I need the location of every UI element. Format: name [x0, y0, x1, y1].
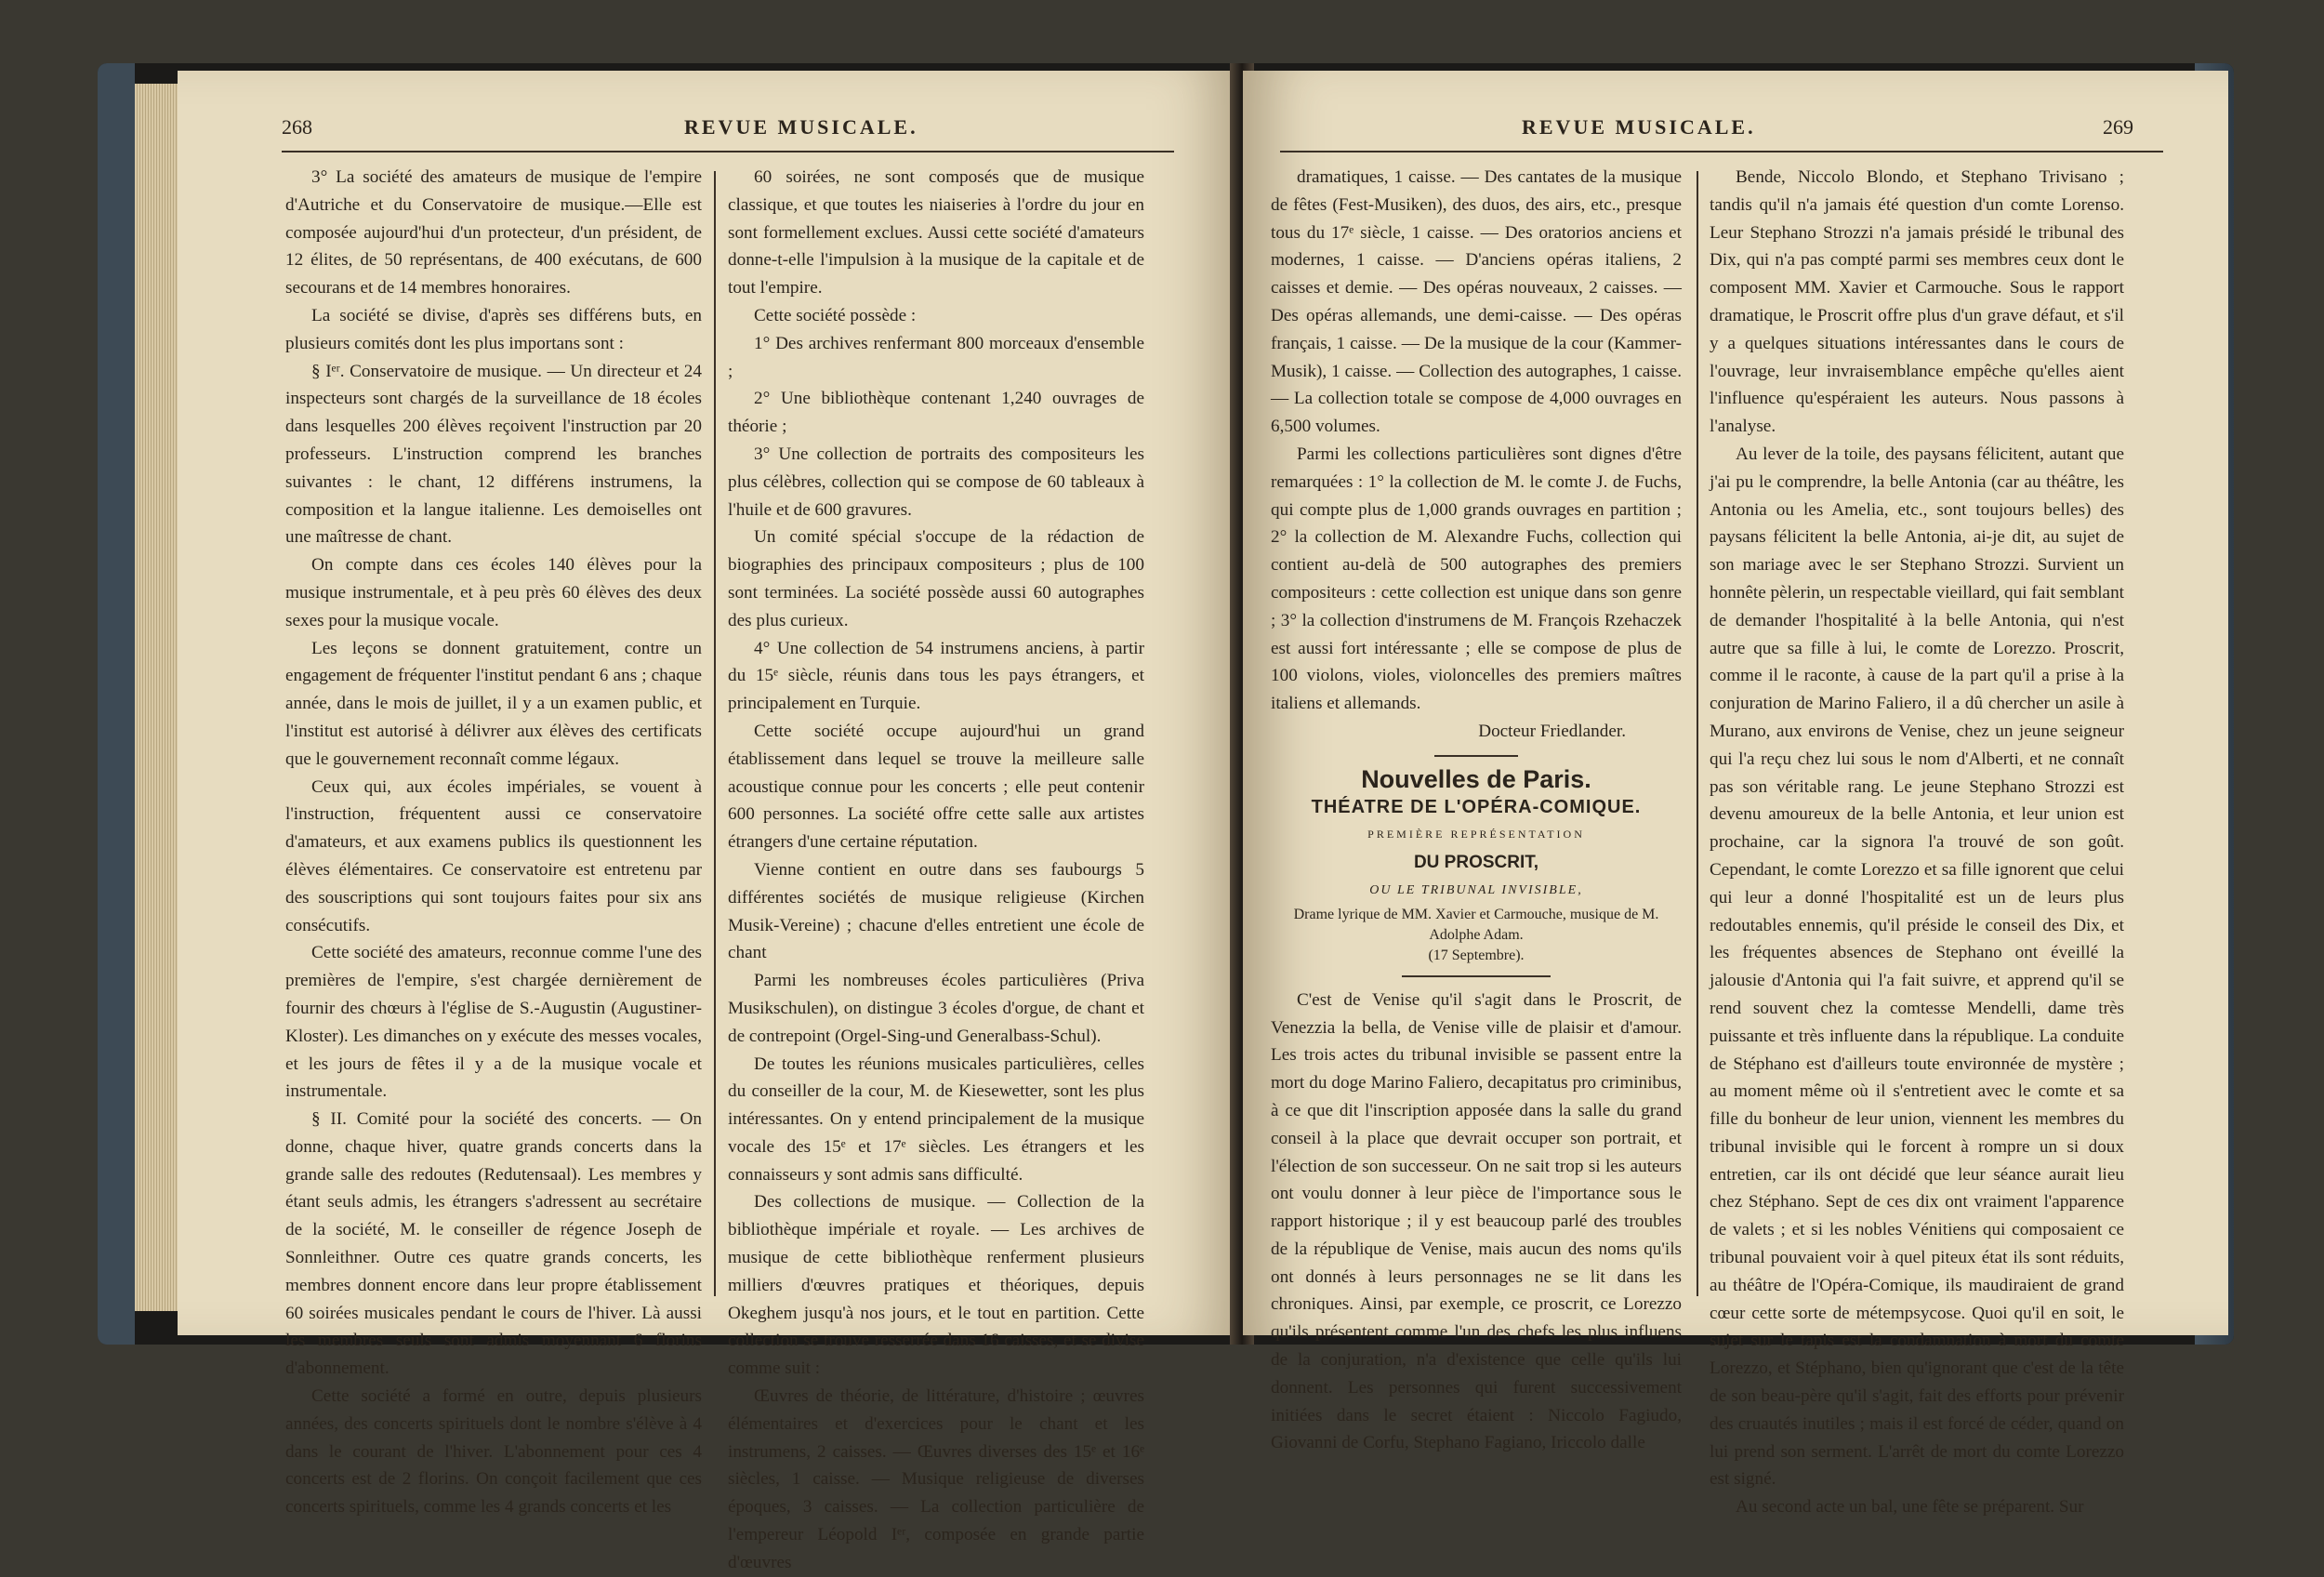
- paragraph: On compte dans ces écoles 140 élèves pour la musique instrumentale, et à peu près 60 élèves des deux sexes pour la musique vocale.: [285, 555, 702, 630]
- header-rule: [282, 151, 1174, 152]
- page-number: 268: [282, 115, 312, 139]
- text-column-2: [728, 164, 1144, 1577]
- paragraph: Cette société des amateurs, reconnue comme l'une des premières de l'empire, s'est chargée dernièrement de fournir des chœurs à l'église de S.-Augustin (Augustiner-Kloster). Les dimanches on y exécute des messes vocales, et les jours de fêtes il y a de la musique vocale et instrumentale.: [285, 943, 702, 1102]
- paragraph: 4° Une collection de 54 instrumens anciens, à partir du 15ᵉ siècle, réunis dans tous les pays étrangers, et principalement en Turquie.: [728, 638, 1144, 714]
- paragraph: Des collections de musique. — Collection de la bibliothèque impériale et royale. — Les archives de musique de cette bibliothèque renferment plusieurs milliers d'œuvres pratiques et théoriques, depuis Okeghem jusqu'à nos jours, et le tout en partition. Cette collection se trouve resserrée dans 16 caisses, et se divise comme suit :: [728, 1192, 1144, 1379]
- section-divider: [1434, 755, 1518, 757]
- paragraph: 3° Une collection de portraits des compositeurs les plus célèbres, collection qui se compose de 60 tableaux à l'huile et de 600 gravures.: [728, 444, 1144, 520]
- paragraph: 3° La société des amateurs de musique de l'empire d'Autriche et du Conservatoire de musique.—Elle est composée aujourd'hui d'un protecteur, d'un président, de 12 élites, de 50 représentans, de 400 exécutans, de 600 secourans et de 14 membres honoraires.: [285, 167, 702, 298]
- paragraph: Au second acte un bal, une fête se préparent. Sur: [1736, 1497, 2084, 1517]
- running-header: REVUE MUSICALE.: [684, 115, 918, 139]
- paragraph: Les leçons se donnent gratuitement, contre un engagement de fréquenter l'institut pendant 6 ans ; chaque année, dans le mois de juillet, il y a un examen public, et l'institut est autorisé à délivrer aux élèves des certificats que le gouvernement reconnaît comme légaux.: [285, 638, 702, 769]
- left-page: [178, 71, 1241, 1572]
- paragraph: C'est de Venise qu'il s'agit dans le Proscrit, de Venezzia la bella, de Venise ville de plaisir et d'amour. Les trois actes du tribunal invisible se passent entre la mort du doge Marino Faliero, decapitatus pro criminibus, à ce que dit l'inscription apposée dans la salle du grand conseil à la place que devrait occuper son portrait, et l'élection de son successeur. On ne sait trop si les auteurs ont voulu donner à leur pièce de l'importance sous le rapport historique ; il y est beaucoup parlé des troubles de la république de Venise, mais aucun des noms qu'ils ont donnés à leurs personnages ne se lit dans les chroniques. Ainsi, par exemple, ce proscrit, ce Lorezzo qu'ils présentent comme l'un des chefs les plus influens de la conjuration, n'a d'existence que celle qu'ils lui donnent. Les personnes qui furent successivement initiées dans le secret étaient : Niccolo Fagiudo, Giovanni de Corfu, Stephano Fagiano, Iriccolo dalle: [1271, 989, 1682, 1453]
- paragraph: Au lever de la toile, des paysans félicitent, autant que j'ai pu le comprendre, la belle Antonia (car au théâtre, les Antonia ou les Amelia, etc., sont toujours belles) des paysans félicitent la belle Antonia, ai-je dit, au sujet de son mariage avec le ser Stephano Strozzi. Survient un honnête pèlerin, un respectable vieillard, qui fait semblant de demander l'hospitalité à la belle Antonia, qui n'est autre que sa fille à lui, le comte de Lorezzo. Proscrit, comme il le raconte, à cause de la part qu'il a prise à la conjuration de Marino Faliero, il a dû chercher un asile à Murano, aux environs de Venise, chez un jeune seigneur qui l'a reçu chez lui sous le nom d'Alberti, et ne connaît pas son véritable rang. Le jeune Stephano Strozzi est devenu amoureux de la belle Antonia, et leur union est prochaine, car la signora l'a trouvé de son goût. Cependant, le comte Lorezzo et sa fille ignorent que celui qui leur a donné l'hospitalité est un de leurs plus redoutables ennemis, qu'il préside le conseil des Dix, et les fréquentes absences de Stephano ont éveillé la jalousie d'Antonia qui l'a fait suivre, et apprend qu'il se rend souvent chez la comtesse Mendelli, dame très puissante et très influente dans la république. La conduite de Stéphano est d'ailleurs toute environnée de mystère ; au moment même où il s'entretient avec le comte et sa fille du bonheur de leur union, viennent les membres du tribunal invisible qui le forcent à rompre un si doux entretien, car ils ont décidé que leur séance aurait lieu chez Stéphano. Sept de ces dix ont vraiment l'apparence de valets ; et si les nobles Vénitiens qui composaient ce tribunal pouvaient voir à quel piteux état ils sont réduits, au théâtre de l'Opéra-Comique, ils maudiraient de grand cœur cette sorte de métempsycose. Quoi qu'il en soit, le sujet sur le tapis est la condamnation à mort du comte Lorezzo, et Stéphano, bien qu'ignorant que c'est de la tête de son beau-père qu'il s'agit, fait des efforts pour prévenir des cruautés inutiles ; mais il est forcé de céder, quand on lui prend son serment. L'arrêt de mort du comte Lorezzo est signé.: [1710, 444, 2124, 1490]
- paragraph: Cette société occupe aujourd'hui un grand établissement dans lequel se trouve la meilleure salle acoustique connue pour les concerts ; elle peut contenir 600 personnes. La société offre cette salle aux artistes étrangers d'une certaine réputation.: [728, 721, 1144, 853]
- paragraph: Œuvres de théorie, de littérature, d'histoire ; œuvres élémentaires et d'exercices pour le chant et les instrumens, 2 caisses. — Œuvres diverses des 15ᵉ et 16ᵉ siècles, 1 caisse. — Musique religieuse de diverses époques, 3 caisses. — La collection particulière de l'empereur Léopold Iᵉʳ, composée en grande partie d'œuvres: [728, 1386, 1144, 1572]
- premiere-heading: PREMIÈRE REPRÉSENTATION: [1367, 828, 1585, 842]
- right-page: [1243, 71, 2228, 1517]
- book-cover-left: [98, 63, 135, 1345]
- column-rule: [1697, 171, 1698, 1296]
- paragraph: 60 soirées, ne sont composés que de musique classique, et que toutes les niaiseries à l'ordre du jour en sont formellement exclues. Aussi cette société d'amateurs donne-t-elle l'impulsion à la musique de la capitale et de tout l'empire.: [728, 167, 1144, 298]
- paragraph: 1° Des archives renfermant 800 morceaux d'ensemble ;: [728, 333, 1144, 381]
- work-subtitle: OU LE TRIBUNAL INVISIBLE,: [1369, 882, 1583, 897]
- paragraph: Ceux qui, aux écoles impériales, se vouent à l'instruction, fréquentent aussi ce conservatoire d'amateurs, et aux examens publics ils questionnent les élèves élémentaires. Ce conservatoire est entretenu par des souscriptions qui sont toujours faites pour six ans consécutifs.: [285, 776, 702, 935]
- paragraph: Cette société possède :: [754, 305, 917, 325]
- paragraph: Bende, Niccolo Blondo, et Stephano Trivisano ; tandis qu'il n'a jamais été question d'un comte Lorenso. Leur Stephano Strozzi n'a jamais présidé le tribunal des Dix, qui n'a pas compté parmi ses membres ceux dont le composent MM. Xavier et Carmouche. Sous le rapport dramatique, le Proscrit offre plus d'un grave défaut, et s'il y a quelques situations intéressantes dans le cours de l'ouvrage, leur invraisemblance empêche qu'elles aient l'influence qu'espéraient les auteurs. Nous passons à l'analyse.: [1710, 167, 2124, 437]
- paragraph: § II. Comité pour la société des concerts. — On donne, chaque hiver, quatre grands concerts dans la grande salle des redoutes (Redutensaal). Les membres y étant seuls admis, les étrangers s'adressent au secrétaire de la société, M. le conseiller de régence Joseph de Sonnleithner. Outre ces quatre grands concerts, les membres donnent encore dans leur propre établissement 60 soirées musicales pendant le cours de l'hiver. Là aussi les membres seuls sont admis moyennant 6 florins d'abonnement.: [285, 1109, 702, 1379]
- page-edges-left: [135, 84, 178, 1311]
- paragraph: Parmi les nombreuses écoles particulières (Priva Musikschulen), on distingue 3 écoles d'orgue, de chant et de contrepoint (Orgel-Sing-und Generalbass-Schul).: [728, 971, 1144, 1046]
- header-rule: [1280, 151, 2163, 152]
- work-title: DU PROSCRIT,: [1413, 853, 1539, 873]
- paragraph: Cette société a formé en outre, depuis plusieurs années, des concerts spirituels dont le nombre s'élève à 4 dans le courant de l'hiver. L'abonnement pour ces 4 concerts est de 2 florins. On conçoit facilement que ces concerts spirituels, comme les 4 grands concerts et les: [285, 1386, 702, 1517]
- paragraph: La société se divise, d'après ses différens buts, en plusieurs comités dont les plus importans sont :: [285, 305, 702, 353]
- paragraph: dramatiques, 1 caisse. — Des cantates de la musique de fêtes (Fest-Musiken), des duos, des airs, etc., presque tous du 17ᵉ siècle, 1 caisse. — Des oratorios anciens et modernes, 1 caisse. — D'anciens opéras italiens, 2 caisses et demie. — Des opéras nouveaux, 2 caisses. — Des opéras allemands, une demi-caisse. — Des opéras français, 1 caisse. — De la musique de la cour (Kammer-Musik), 1 caisse. — Collection des autographes, 1 caisse. — La collection totale se compose de 4,000 ouvrages en 6,500 volumes.: [1271, 167, 1682, 437]
- column-rule: [714, 171, 716, 1296]
- theatre-heading: THÉATRE DE L'OPÉRA-COMIQUE.: [1311, 796, 1642, 817]
- paragraph: Un comité spécial s'occupe de la rédaction de biographies des principaux compositeurs ; plus de 100 sont terminées. La société possède aussi 60 autographes des plus curieux.: [728, 527, 1144, 630]
- page-number: 269: [2103, 115, 2133, 139]
- paragraph: 2° Une bibliothèque contenant 1,240 ouvrages de théorie ;: [728, 389, 1144, 437]
- text-column-2: [1710, 164, 2124, 1521]
- running-header: REVUE MUSICALE.: [1522, 115, 1756, 139]
- performance-date: (17 Septembre).: [1428, 947, 1525, 963]
- credits: Drame lyrique de MM. Xavier et Carmouche, musique de M. Adolphe Adam.: [1293, 906, 1659, 943]
- paragraph: De toutes les réunions musicales particulières, celles du conseiller de la cour, M. de Kiesewetter, sont les plus intéressantes. On y entend principalement de la musique vocale des 15ᵉ et 17ᵉ siècles. Les étrangers et les connaisseurs y sont admis sans difficulté.: [728, 1054, 1144, 1185]
- text-column-1: [1271, 164, 1682, 1457]
- section-title: Nouvelles de Paris.: [1361, 764, 1591, 793]
- paragraph: § Iᵉʳ. Conservatoire de musique. — Un directeur et 24 inspecteurs sont chargés de la surveillance de 18 écoles dans lesquelles 200 élèves reçoivent l'instruction par 20 professeurs. L'instruction comprend les branches suivantes : le chant, 12 différens instrumens, la composition et la langue italienne. Les demoiselles ont une maîtresse de chant.: [285, 361, 702, 548]
- signature: Docteur Friedlander.: [1478, 721, 1626, 741]
- section-divider: [1402, 975, 1551, 977]
- open-book: [98, 63, 2234, 1572]
- paragraph: Parmi les collections particulières sont dignes d'être remarquées : 1° la collection de M. le comte J. de Fuchs, qui compte plus de 1,000 grands ouvrages en partition ; 2° la collection de M. Alexandre Fuchs, collection qui contient au-delà de 500 autographes des premiers compositeurs : cette collection est unique dans son genre ; 3° la collection d'instrumens de M. François Rzehaczek est aussi fort intéressante ; elle se compose de plus de 100 violons, violes, violoncelles des premiers maîtres italiens et allemands.: [1271, 444, 1682, 714]
- paragraph: Vienne contient en outre dans ses faubourgs 5 différentes sociétés de musique religieuse (Kirchen Musik-Vereine) ; chacune d'elles entretient une école de chant: [728, 859, 1144, 963]
- text-column-1: [285, 164, 702, 1521]
